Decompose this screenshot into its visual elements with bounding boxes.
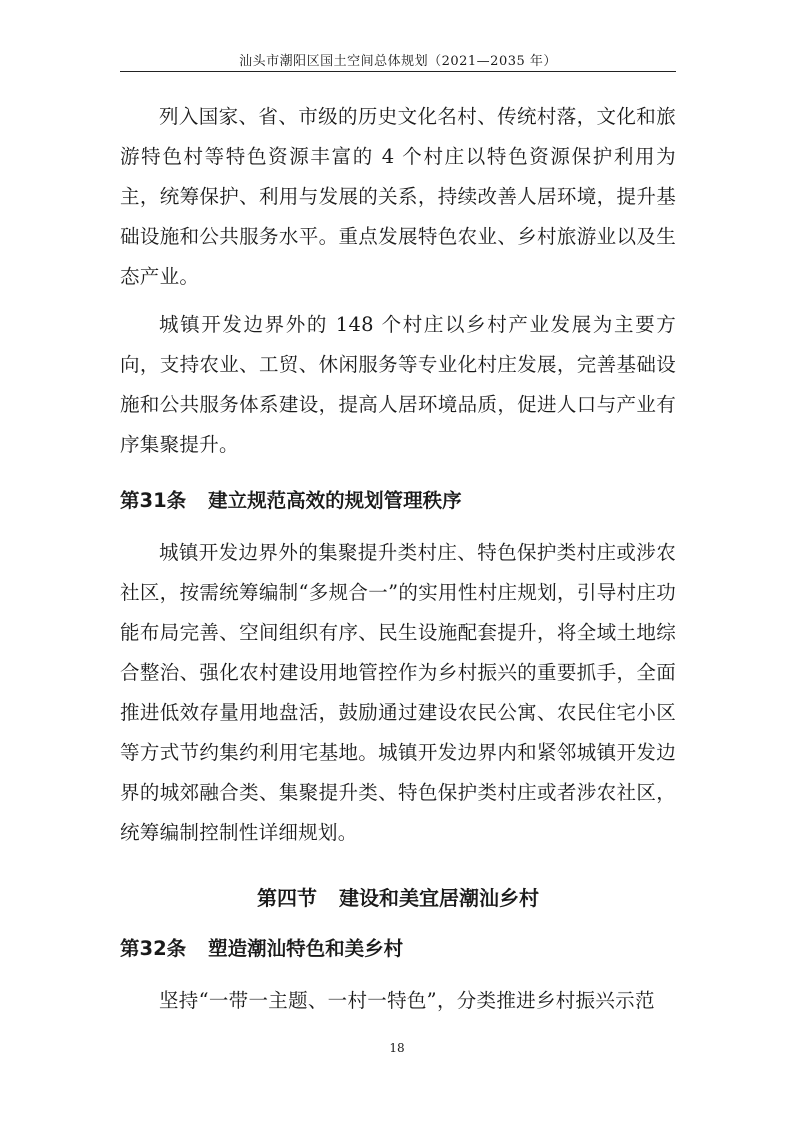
paragraph-1: 列入国家、省、市级的历史文化名村、传统村落，文化和旅游特色村等特色资源丰富的 4 个村庄以特色资源保护利用为主，统筹保护、利用与发展的关系，持续改善人居环境，提升基础设施和公共服务水平。重点发展特色农业、乡村旅游业以及生态产业。 (120, 105, 676, 288)
header-rule (120, 71, 676, 72)
paragraph-2: 城镇开发边界外的 148 个村庄以乡村产业发展为主要方向，支持农业、工贸、休闲服务等专业化村庄发展，完善基础设施和公共服务体系建设，提高人居环境品质，促进人口与产业有序集聚提升。 (120, 313, 676, 456)
article-32-heading (120, 934, 676, 964)
article-32-title: 塑造潮汕特色和美乡村 (208, 937, 404, 960)
article-32-number: 第32条 (120, 937, 187, 960)
page-number: 18 (389, 1041, 405, 1055)
article-31-number: 第31条 (120, 489, 187, 512)
section-heading (120, 883, 676, 913)
article-31-heading (120, 486, 676, 516)
article-31-title: 建立规范高效的规划管理秩序 (208, 489, 462, 512)
header-title: 汕头市潮阳区国土空间总体规划（2021—2035 年） (239, 54, 557, 69)
paragraph-3: 城镇开发边界外的集聚提升类村庄、特色保护类村庄或涉农社区，按需统筹编制“多规合一”的实用性村庄规划，引导村庄功能布局完善、空间组织有序、民生设施配套提升，将全域土地综合整治、强化农村建设用地管控作为乡村振兴的重要抓手，全面推进低效存量用地盘活，鼓励通过建设农民公寓、农民住宅小区等方式节约集约利用宅基地。城镇开发边界内和紧邻城镇开发边界的城郊融合类、集聚提升类、特色保护类村庄或者涉农社区，统筹编制控制性详细规划。 (120, 541, 676, 844)
paragraph-4: 坚持“一带一主题、一村一特色”，分类推进乡村振兴示范 (159, 989, 655, 1012)
section-number: 第四节 (257, 886, 317, 910)
section-title: 建设和美宜居潮汕乡村 (339, 886, 539, 910)
